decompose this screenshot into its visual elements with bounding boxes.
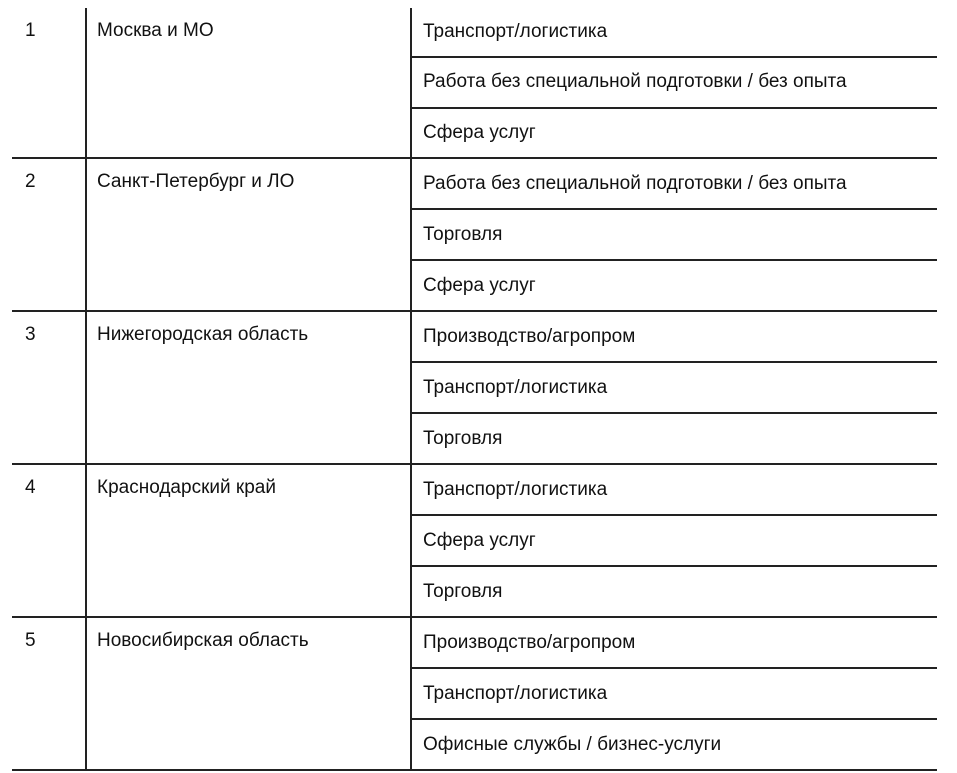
category-item: Офисные службы / бизнес-услуги xyxy=(423,733,722,755)
category-item: Торговля xyxy=(423,427,503,449)
region-cell: Санкт-Петербург и ЛО xyxy=(87,159,412,310)
category-item: Работа без специальной подготовки / без опыта xyxy=(412,159,937,210)
category-item: Работа без специальной подготовки / без опыта xyxy=(412,58,937,108)
rank-cell: 3 xyxy=(12,312,87,463)
rank-cell: 1 xyxy=(12,8,87,157)
category-item: Производство/агропром xyxy=(412,618,937,669)
region-cell: Нижегородская область xyxy=(87,312,412,463)
categories-cell xyxy=(412,618,937,769)
category-item: Сфера услуг xyxy=(423,121,536,143)
category-item: Сфера услуг xyxy=(412,516,937,567)
table-row xyxy=(12,465,937,618)
categories-cell xyxy=(412,8,937,157)
rank-cell: 2 xyxy=(12,159,87,310)
table-row xyxy=(12,8,937,159)
category-item: Торговля xyxy=(412,210,937,261)
table-row xyxy=(12,159,937,312)
category-item: Производство/агропром xyxy=(412,312,937,363)
rank-cell: 4 xyxy=(12,465,87,616)
region-cell: Краснодарский край xyxy=(87,465,412,616)
category-item: Транспорт/логистика xyxy=(412,669,937,720)
category-item: Торговля xyxy=(423,580,503,602)
table-row xyxy=(12,618,937,771)
regions-table xyxy=(12,8,937,771)
table-row xyxy=(12,312,937,465)
categories-cell xyxy=(412,159,937,310)
categories-cell xyxy=(412,465,937,616)
categories-cell xyxy=(412,312,937,463)
region-cell: Москва и МО xyxy=(87,8,412,157)
category-item: Сфера услуг xyxy=(423,274,536,296)
region-cell: Новосибирская область xyxy=(87,618,412,769)
category-item: Транспорт/логистика xyxy=(412,465,937,516)
category-item: Транспорт/логистика xyxy=(412,8,937,58)
category-item: Транспорт/логистика xyxy=(412,363,937,414)
rank-cell: 5 xyxy=(12,618,87,769)
